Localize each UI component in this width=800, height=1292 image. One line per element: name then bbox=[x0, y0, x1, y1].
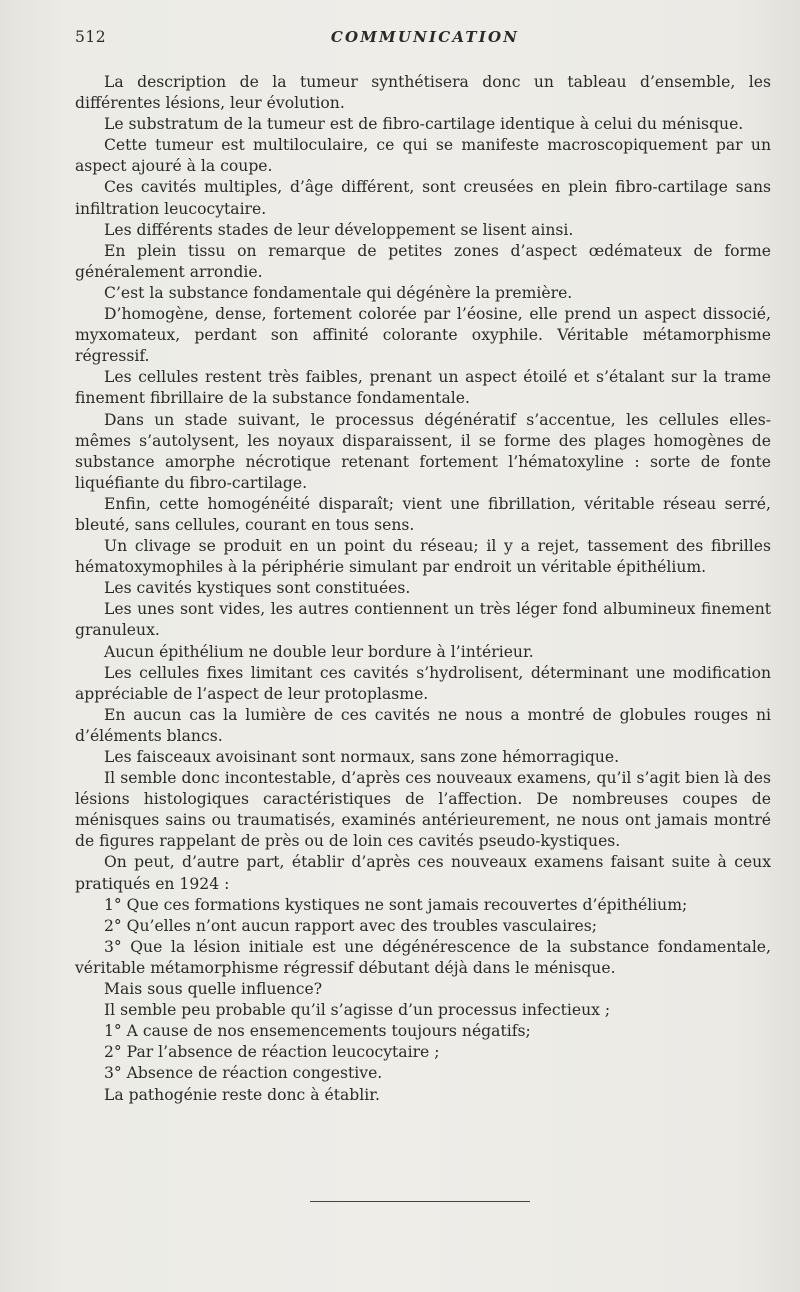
body-text bbox=[75, 72, 771, 1106]
paragraph: En plein tissu on remarque de petites zones d’aspect œdémateux de forme généralement arrondie. bbox=[75, 241, 771, 281]
page-number: 512 bbox=[75, 28, 107, 46]
list-item: 3° Absence de réaction congestive. bbox=[104, 1064, 383, 1083]
paragraph: Mais sous quelle influence? bbox=[104, 980, 323, 999]
paragraph: Il semble peu probable qu’il s’agisse d’un processus infectieux ; bbox=[104, 1001, 611, 1020]
list-item: 3° Que la lésion initiale est une dégénérescence de la substance fondamentale, véritable métamorphisme régressif débutant déjà dans le ménisque. bbox=[75, 937, 771, 977]
paragraph: Cette tumeur est multiloculaire, ce qui se manifeste macroscopiquement par un aspect ajouré à la coupe. bbox=[75, 136, 771, 176]
paragraph: Les différents stades de leur développement se lisent ainsi. bbox=[104, 220, 574, 239]
paragraph: La description de la tumeur synthétisera donc un tableau d’ensemble, les différentes lésions, leur évolution. bbox=[75, 73, 771, 113]
list-item: 2° Par l’absence de réaction leucocytaire ; bbox=[104, 1043, 440, 1062]
paragraph: Enfin, cette homogénéité disparaît; vient une fibrillation, véritable réseau serré, bleuté, sans cellules, courant en tous sens. bbox=[75, 494, 771, 534]
list-item: 1° Que ces formations kystiques ne sont jamais recouvertes d’épithélium; bbox=[104, 895, 688, 914]
paragraph: Les cavités kystiques sont constituées. bbox=[104, 579, 411, 598]
paragraph: D’homogène, dense, fortement colorée par l’éosine, elle prend un aspect dissocié, myxomateux, perdant son affinité colorante oxyphile. Véritable métamorphisme régressif. bbox=[75, 305, 771, 366]
running-head: COMMUNICATION bbox=[330, 28, 520, 46]
paragraph: Les faisceaux avoisinant sont normaux, sans zone hémorragique. bbox=[104, 748, 620, 766]
page-header bbox=[75, 28, 775, 50]
paragraph: Un clivage se produit en un point du réseau; il y a rejet, tassement des fibrilles hématoxymophiles à la périphérie simulant par endroit un véritable épithélium. bbox=[75, 537, 771, 577]
end-rule bbox=[310, 1201, 530, 1202]
list-item: 1° A cause de nos ensemencements toujours négatifs; bbox=[104, 1022, 531, 1041]
paragraph: La pathogénie reste donc à établir. bbox=[104, 1085, 380, 1104]
paragraph: Il semble donc incontestable, d’après ces nouveaux examens, qu’il s’agit bien là des lésions histologiques caractéristiques de l’affection. De nombreuses coupes de ménisques sains ou traumatisés, examinés antérieurement, ne nous ont jamais montré de figures rappelant de près ou de loin ces cavités pseudo-kystiques. bbox=[75, 769, 771, 851]
paragraph: On peut, d’autre part, établir d’après ces nouveaux examens faisant suite à ceux pratiqués en 1924 : bbox=[75, 853, 771, 893]
paragraph: Les cellules restent très faibles, prenant un aspect étoilé et s’étalant sur la trame finement fibrillaire de la substance fondamentale. bbox=[75, 368, 771, 408]
paragraph: Dans un stade suivant, le processus dégénératif s’accentue, les cellules elles-mêmes s’autolysent, les noyaux disparaissent, il se forme des plages homogènes de substance amorphe nécrotique retenant fortement l’hématoxyline : sorte de fonte liquéfiante du fibro-cartilage. bbox=[75, 410, 771, 492]
paragraph: En aucun cas la lumière de ces cavités ne nous a montré de globules rouges ni d’éléments blancs. bbox=[75, 705, 771, 745]
paragraph: Les cellules fixes limitant ces cavités s’hydrolisent, déterminant une modification appréciable de l’aspect de leur protoplasme. bbox=[75, 663, 771, 703]
paragraph: Les unes sont vides, les autres contiennent un très léger fond albumineux finement granuleux. bbox=[75, 600, 771, 640]
list-item: 2° Qu’elles n’ont aucun rapport avec des troubles vasculaires; bbox=[104, 916, 598, 935]
paragraph: C’est la substance fondamentale qui dégénère la première. bbox=[104, 283, 573, 302]
paragraph: Le substratum de la tumeur est de fibro-cartilage identique à celui du ménisque. bbox=[104, 115, 744, 134]
paragraph: Aucun épithélium ne double leur bordure à l’intérieur. bbox=[104, 642, 534, 661]
paragraph: Ces cavités multiples, d’âge différent, sont creusées en plein fibro-cartilage sans infiltration leucocytaire. bbox=[75, 178, 771, 218]
